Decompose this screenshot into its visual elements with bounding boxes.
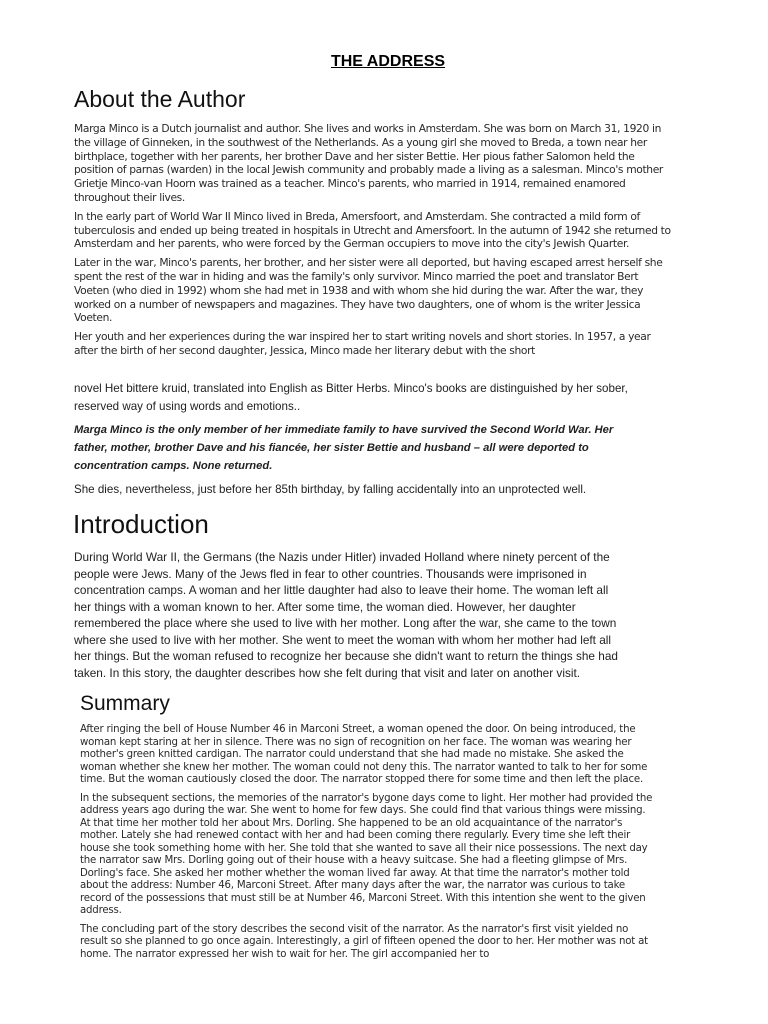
about-author-heading: About the Author [74,86,246,112]
summary-heading: Summary [80,692,170,715]
about-continuation-paragraph: novel Het bittere kruid, translated into English as Bitter Herbs. Minco's books are distinguished by her sober, reserved way of using words and emotions.. [74,382,628,413]
summary-paragraph: In the subsequent sections, the memories of the narrator's bygone days come to light. Her mother had provided the address years ago during the war. She went to home for few days. She could find that various things were missing. At that time her mother told her about Mrs. Dorling. She happened to be an old acquaintance of the narrator's mother. Lately she had renewed contact with her and had been coming there regularly. Every time she left their house she took something home with her. She told that she wanted to save all their nice possessions. The next day the narrator saw Mrs. Dorling going out of their house with a heavy suitcase. She had a fleeting glimpse of Mrs. Dorling's face. She asked her mother whether the woman lived far away. At that time the narrator's mother told about the address: Number 46, Marconi Street. After many days after the war, the narrator was curious to take record of the possessions that must still be at Number 46, Marconi Street. With this intention she went to the given address. [80,792,653,916]
about-paragraph: In the early part of World War II Minco lived in Breda, Amersfoort, and Amsterdam. She contracted a mild form of tuberculosis and ended up being treated in hospitals in Utrecht and Amersfoort. In the autumn of 1942 she returned to Amsterdam and her parents, who were forced by the German occupiers to move into the city's Jewish Quarter. [74,209,671,251]
about-emphasis-paragraph: Marga Minco is the only member of her immediate family to have survived the Second World War. Her father, mother, brother Dave and his fiancée, her sister Bettie and husband – all were deported to concentration camps. None returned. [74,424,614,472]
about-author-section [74,122,672,363]
summary-paragraph: The concluding part of the story describes the second visit of the narrator. As the narrator's first visit yielded no result so she planned to go once again. Interestingly, a girl of fifteen opened the door to her. Her mother was not at home. The narrator expressed her wish to wait for her. The girl accompanied her to [80,923,648,960]
about-paragraph: Marga Minco is a Dutch journalist and author. She lives and works in Amsterdam. She was born on March 31, 1920 in the village of Ginneken, in the southwest of the Netherlands. As a young girl she moved to Breda, a town near her birthplace, together with her parents, her brother Dave and her sister Bettie. Her pious father Salomon held the position of parnas (warden) in the local Jewish community and probably made a living as a salesman. Minco's mother Grietje Minco-van Hoorn was trained as a teacher. Minco's parents, who married in 1914, remained enamored throughout their lives. [74,122,663,204]
summary-paragraph: After ringing the bell of House Number 46 in Marconi Street, a woman opened the door. On being introduced, the woman kept staring at her in silence. There was no sign of recognition on her face. The woman was wearing her mother's green knitted cardigan. The narrator could understand that she had made no mistake. She asked the woman whether she knew her mother. The woman could not deny this. The narrator wanted to talk to her for some time. But the woman cautiously closed the door. The narrator stopped there for some time and then left the place. [80,724,648,785]
document-title: THE ADDRESS [330,53,446,70]
about-closing-paragraph: She dies, nevertheless, just before her 85th birthday, by falling accidentally into an unprotected well. [74,483,587,497]
summary-section [80,724,656,967]
about-author-continuation [74,380,634,505]
about-paragraph: Her youth and her experiences during the war inspired her to start writing novels and short stories. In 1957, a year after the birth of her second daughter, Jessica, Minco made her literary debut with the short [74,330,651,357]
introduction-section [74,549,619,681]
introduction-heading: Introduction [73,509,209,539]
introduction-paragraph: During World War II, the Germans (the Nazis under Hitler) invaded Holland where ninety percent of the people were Jews. Many of the Jews fled in fear to other countries. Thousands were imprisoned in concentration camps. A woman and her little daughter had also to leave their home. The woman left all her things with a woman known to her. After some time, the woman died. However, her daughter remembered the place where she used to live with her mother. Long after the war, she came to the town where she used to live with her mother. She went to meet the woman with whom her mother had left all her things. But the woman refused to recognize her because she didn't want to return the things she had taken. In this story, the daughter describes how she felt during that visit and later on another visit. [74,550,618,680]
about-paragraph: Later in the war, Minco's parents, her brother, and her sister were all deported, but having escaped arrest herself she spent the rest of the war in hiding and was the family's only survivor. Minco married the poet and translator Bert Voeten (who died in 1992) whom she had met in 1938 and with whom she hid during the war. After the war, they worked on a number of newspapers and magazines. They have two daughters, one of whom is the writer Jessica Voeten. [74,256,663,325]
